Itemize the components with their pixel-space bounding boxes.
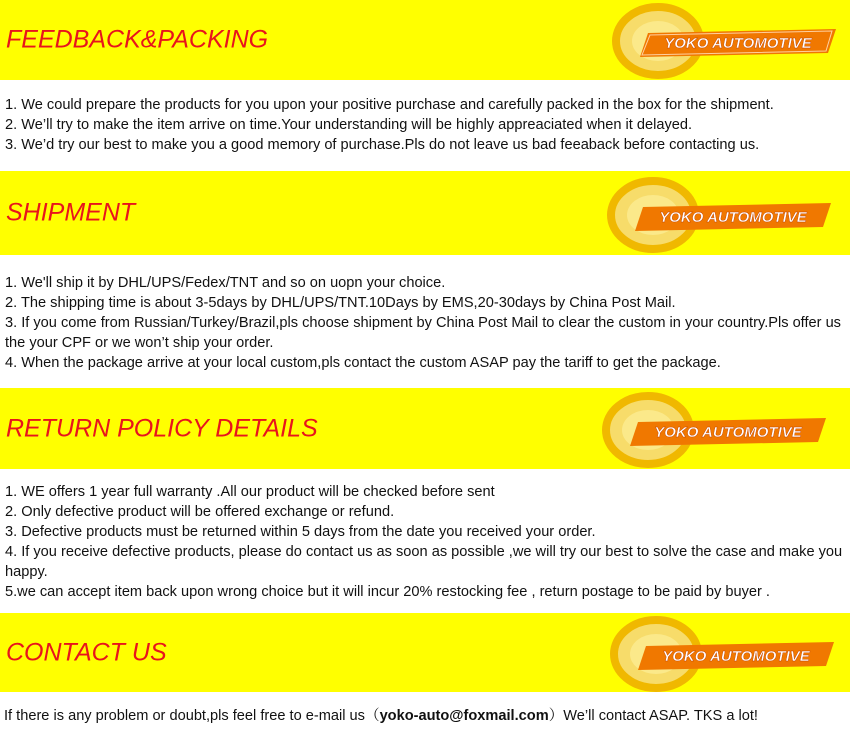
contact-header-band: [0, 613, 850, 692]
return-line-3: 3. Defective products must be returned within 5 days from the date you received your order.: [5, 524, 596, 540]
feedback-line-3: 3. We’d try our best to make you a good memory of purchase.Pls do not leave us bad feeaback before contacting us.: [5, 137, 760, 153]
contact-prefix: If there is any problem or doubt,pls feel free to e-mail us（: [4, 708, 380, 724]
contact-suffix: ）We’ll contact ASAP. TKS a lot!: [548, 708, 758, 724]
return-line-2: 2. Only defective product will be offered exchange or refund.: [5, 504, 395, 520]
yoko-automotive-logo: [610, 3, 840, 83]
feedback-line-2: 2. We’ll try to make the item arrive on time.Your understanding will be highly appreaciated when it delayed.: [5, 117, 693, 133]
logo-text: YOKO AUTOMOTIVE: [664, 35, 812, 52]
logo-text: YOKO AUTOMOTIVE: [659, 209, 807, 226]
logo-text: YOKO AUTOMOTIVE: [654, 424, 802, 441]
section-title-contact: CONTACT US: [6, 638, 167, 666]
shipment-line-3: 3. If you come from Russian/Turkey/Brazil,pls choose shipment by China Post Mail to clear the custom in your country.Pls offer us the your CPF or we won’t ship your order.: [5, 315, 841, 351]
shipment-header-band: [0, 171, 850, 255]
section-title-shipment: SHIPMENT: [6, 198, 136, 227]
feedback-line-1: 1. We could prepare the products for you upon your positive purchase and carefully packed in the box for the shipment.: [5, 97, 774, 113]
return-line-1: 1. WE offers 1 year full warranty .All our product will be checked before sent: [5, 484, 495, 500]
shipment-line-1: 1. We'll ship it by DHL/UPS/Fedex/TNT and so on uopn your choice.: [5, 275, 446, 291]
feedback-text: [5, 95, 845, 155]
return-line-4: 4. If you receive defective products, please do contact us as soon as possible ,we will try our best to solve the case and make you happy.: [5, 544, 843, 580]
shipment-text: [5, 273, 845, 373]
yoko-automotive-logo: [600, 392, 830, 472]
logo-text: YOKO AUTOMOTIVE: [662, 648, 810, 665]
contact-email-link[interactable]: yoko-auto@foxmail.com: [379, 708, 549, 724]
return-policy-text: [5, 482, 845, 602]
yoko-automotive-logo: [608, 616, 838, 696]
return-policy-header-band: [0, 388, 850, 469]
contact-text: [4, 704, 758, 725]
feedback-header-band: [0, 0, 850, 80]
yoko-automotive-logo: [605, 177, 835, 257]
return-line-5: 5.we can accept item back upon wrong choice but it will incur 20% restocking fee , return postage to be paid by buyer .: [5, 584, 770, 600]
section-title-feedback: FEEDBACK&PACKING: [6, 25, 269, 54]
shipment-line-2: 2. The shipping time is about 3-5days by DHL/UPS/TNT.10Days by EMS,20-30days by China Post Mail.: [5, 295, 676, 311]
section-title-return-policy: RETURN POLICY DETAILS: [6, 414, 318, 442]
shipment-line-4: 4. When the package arrive at your local custom,pls contact the custom ASAP pay the tariff to get the package.: [5, 355, 721, 371]
